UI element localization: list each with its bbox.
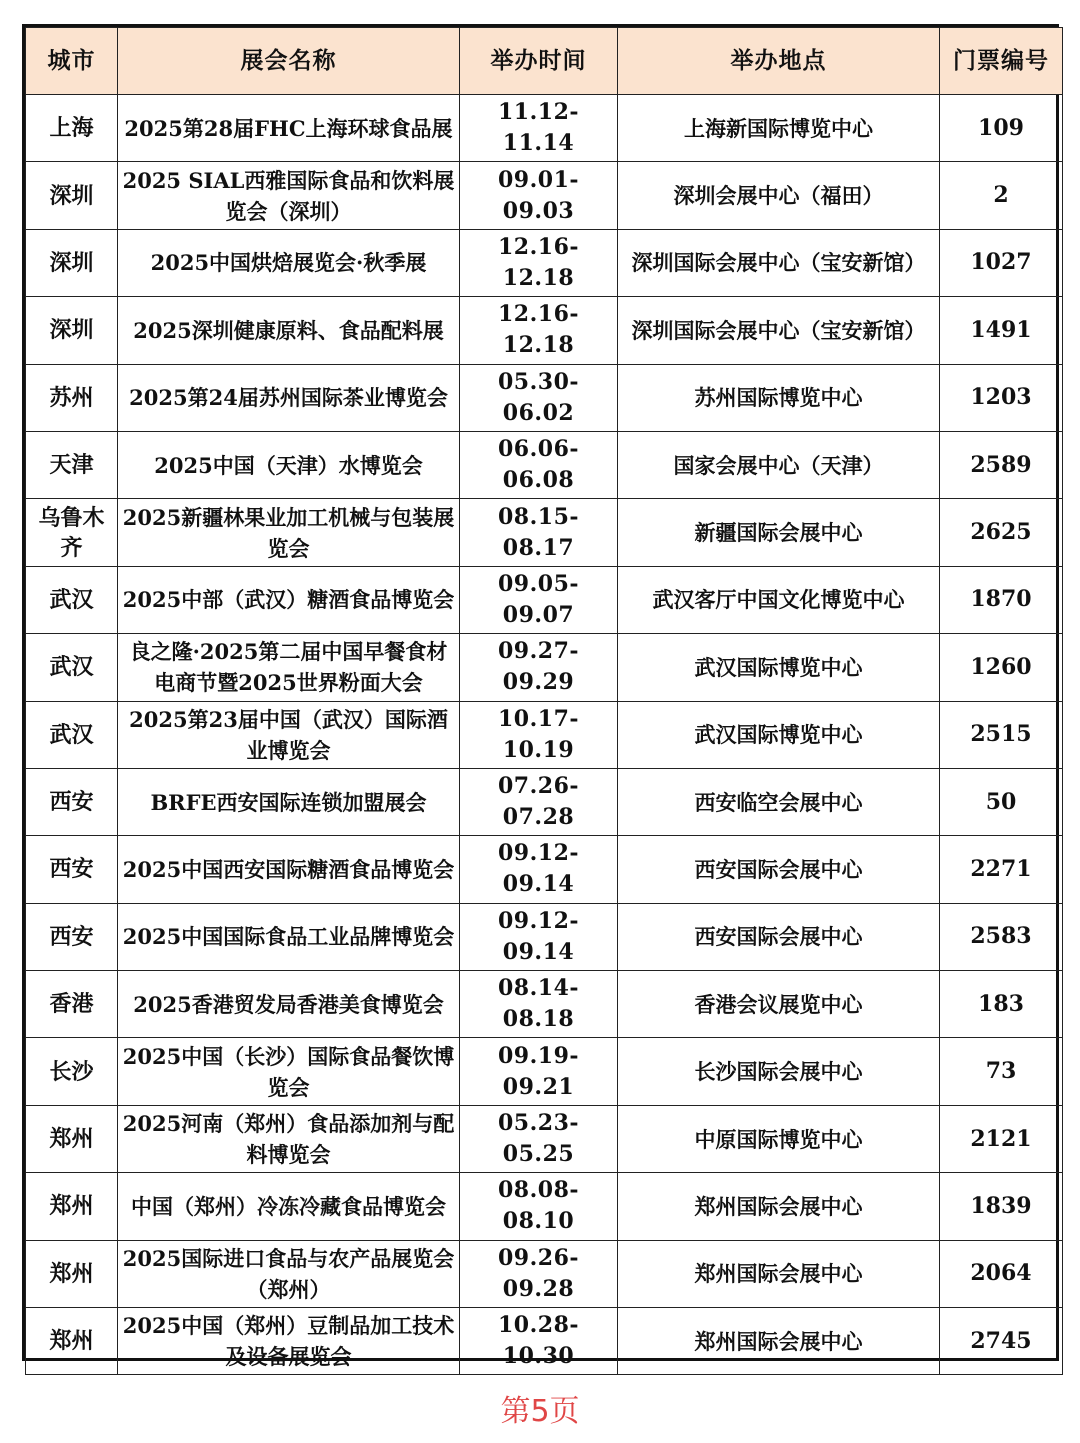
cell-time: 12.16-12.18 xyxy=(460,229,618,296)
cell-city: 苏州 xyxy=(26,364,118,431)
cell-city: 天津 xyxy=(26,431,118,498)
table-row xyxy=(26,95,1063,162)
cell-city: 深圳 xyxy=(26,297,118,364)
table-row xyxy=(26,1240,1063,1307)
cell-name: 2025中国（郑州）豆制品加工技术及设备展览会 xyxy=(118,1308,460,1375)
cell-time: 08.08-08.10 xyxy=(460,1173,618,1240)
cell-ticket: 2121 xyxy=(940,1105,1063,1172)
cell-venue: 郑州国际会展中心 xyxy=(618,1308,940,1375)
table-row xyxy=(26,431,1063,498)
cell-time: 09.19-09.21 xyxy=(460,1038,618,1105)
cell-ticket: 1839 xyxy=(940,1173,1063,1240)
cell-name: 2025新疆林果业加工机械与包装展览会 xyxy=(118,499,460,566)
cell-venue: 上海新国际博览中心 xyxy=(618,95,940,162)
cell-venue: 深圳国际会展中心（宝安新馆） xyxy=(618,229,940,296)
table-row xyxy=(26,364,1063,431)
cell-time: 09.01-09.03 xyxy=(460,162,618,229)
cell-name: 2025第24届苏州国际茶业博览会 xyxy=(118,364,460,431)
cell-ticket: 1203 xyxy=(940,364,1063,431)
cell-city: 西安 xyxy=(26,768,118,835)
cell-venue: 苏州国际博览中心 xyxy=(618,364,940,431)
cell-ticket: 183 xyxy=(940,971,1063,1038)
cell-venue: 武汉国际博览中心 xyxy=(618,701,940,768)
header-time: 举办时间 xyxy=(460,28,618,95)
cell-time: 09.05-09.07 xyxy=(460,566,618,633)
cell-venue: 西安国际会展中心 xyxy=(618,836,940,903)
cell-name: 2025深圳健康原料、食品配料展 xyxy=(118,297,460,364)
cell-time: 05.23-05.25 xyxy=(460,1105,618,1172)
cell-name: 2025河南（郑州）食品添加剂与配料博览会 xyxy=(118,1105,460,1172)
cell-city: 长沙 xyxy=(26,1038,118,1105)
table-header-row xyxy=(26,28,1063,95)
cell-ticket: 73 xyxy=(940,1038,1063,1105)
header-city: 城市 xyxy=(26,28,118,95)
cell-name: 2025香港贸发局香港美食博览会 xyxy=(118,971,460,1038)
table-row xyxy=(26,162,1063,229)
cell-venue: 郑州国际会展中心 xyxy=(618,1240,940,1307)
cell-name: 2025第28届FHC上海环球食品展 xyxy=(118,95,460,162)
cell-city: 郑州 xyxy=(26,1240,118,1307)
page-number: 第5页 xyxy=(500,1394,580,1429)
cell-city: 郑州 xyxy=(26,1105,118,1172)
cell-time: 09.27-09.29 xyxy=(460,634,618,701)
cell-name: 中国（郑州）冷冻冷藏食品博览会 xyxy=(118,1173,460,1240)
cell-name: 2025中国国际食品工业品牌博览会 xyxy=(118,903,460,970)
header-venue: 举办地点 xyxy=(618,28,940,95)
cell-city: 乌鲁木齐 xyxy=(26,499,118,566)
cell-time: 12.16-12.18 xyxy=(460,297,618,364)
cell-ticket: 2515 xyxy=(940,701,1063,768)
cell-time: 08.15-08.17 xyxy=(460,499,618,566)
cell-city: 郑州 xyxy=(26,1173,118,1240)
table-body xyxy=(26,95,1063,1375)
cell-name: 2025国际进口食品与农产品展览会（郑州） xyxy=(118,1240,460,1307)
table-row xyxy=(26,1173,1063,1240)
cell-name: 2025中国（天津）水博览会 xyxy=(118,431,460,498)
table-row xyxy=(26,634,1063,701)
cell-ticket: 2 xyxy=(940,162,1063,229)
cell-city: 郑州 xyxy=(26,1308,118,1375)
table-row xyxy=(26,971,1063,1038)
cell-venue: 新疆国际会展中心 xyxy=(618,499,940,566)
cell-ticket: 50 xyxy=(940,768,1063,835)
cell-city: 香港 xyxy=(26,971,118,1038)
cell-venue: 西安国际会展中心 xyxy=(618,903,940,970)
cell-venue: 武汉国际博览中心 xyxy=(618,634,940,701)
header-ticket: 门票编号 xyxy=(940,28,1063,95)
expo-table-container xyxy=(22,24,1059,1370)
cell-name: 2025中国西安国际糖酒食品博览会 xyxy=(118,836,460,903)
cell-city: 深圳 xyxy=(26,162,118,229)
cell-name: 2025第23届中国（武汉）国际酒业博览会 xyxy=(118,701,460,768)
cell-name: 2025中国（长沙）国际食品餐饮博览会 xyxy=(118,1038,460,1105)
expo-table xyxy=(25,27,1063,1375)
table-row xyxy=(26,836,1063,903)
table-row xyxy=(26,903,1063,970)
cell-time: 09.12-09.14 xyxy=(460,836,618,903)
cell-city: 西安 xyxy=(26,836,118,903)
table-row xyxy=(26,1038,1063,1105)
cell-venue: 郑州国际会展中心 xyxy=(618,1173,940,1240)
cell-city: 武汉 xyxy=(26,634,118,701)
cell-city: 武汉 xyxy=(26,566,118,633)
cell-city: 上海 xyxy=(26,95,118,162)
cell-ticket: 2625 xyxy=(940,499,1063,566)
cell-venue: 西安临空会展中心 xyxy=(618,768,940,835)
cell-ticket: 2589 xyxy=(940,431,1063,498)
cell-ticket: 1870 xyxy=(940,566,1063,633)
cell-venue: 香港会议展览中心 xyxy=(618,971,940,1038)
cell-ticket: 2064 xyxy=(940,1240,1063,1307)
cell-city: 西安 xyxy=(26,903,118,970)
cell-ticket: 1491 xyxy=(940,297,1063,364)
table-row xyxy=(26,297,1063,364)
cell-time: 09.26-09.28 xyxy=(460,1240,618,1307)
table-row xyxy=(26,1308,1063,1375)
cell-name: 2025中部（武汉）糖酒食品博览会 xyxy=(118,566,460,633)
cell-venue: 长沙国际会展中心 xyxy=(618,1038,940,1105)
cell-time: 11.12-11.14 xyxy=(460,95,618,162)
cell-name: 2025中国烘焙展览会·秋季展 xyxy=(118,229,460,296)
cell-venue: 武汉客厅中国文化博览中心 xyxy=(618,566,940,633)
cell-venue: 国家会展中心（天津） xyxy=(618,431,940,498)
table-row xyxy=(26,229,1063,296)
cell-city: 武汉 xyxy=(26,701,118,768)
cell-time: 10.17-10.19 xyxy=(460,701,618,768)
cell-venue: 深圳国际会展中心（宝安新馆） xyxy=(618,297,940,364)
cell-time: 10.28-10.30 xyxy=(460,1308,618,1375)
cell-ticket: 2745 xyxy=(940,1308,1063,1375)
cell-time: 08.14-08.18 xyxy=(460,971,618,1038)
table-row xyxy=(26,1105,1063,1172)
table-row xyxy=(26,768,1063,835)
cell-name: 2025 SIAL西雅国际食品和饮料展览会（深圳） xyxy=(118,162,460,229)
header-name: 展会名称 xyxy=(118,28,460,95)
table-row xyxy=(26,701,1063,768)
cell-ticket: 1260 xyxy=(940,634,1063,701)
cell-time: 09.12-09.14 xyxy=(460,903,618,970)
cell-time: 07.26-07.28 xyxy=(460,768,618,835)
cell-name: BRFE西安国际连锁加盟展会 xyxy=(118,768,460,835)
cell-time: 05.30-06.02 xyxy=(460,364,618,431)
cell-name: 良之隆·2025第二届中国早餐食材电商节暨2025世界粉面大会 xyxy=(118,634,460,701)
cell-ticket: 2583 xyxy=(940,903,1063,970)
table-row xyxy=(26,566,1063,633)
cell-venue: 深圳会展中心（福田） xyxy=(618,162,940,229)
cell-ticket: 1027 xyxy=(940,229,1063,296)
cell-ticket: 109 xyxy=(940,95,1063,162)
cell-time: 06.06-06.08 xyxy=(460,431,618,498)
table-row xyxy=(26,499,1063,566)
cell-venue: 中原国际博览中心 xyxy=(618,1105,940,1172)
cell-city: 深圳 xyxy=(26,229,118,296)
cell-ticket: 2271 xyxy=(940,836,1063,903)
